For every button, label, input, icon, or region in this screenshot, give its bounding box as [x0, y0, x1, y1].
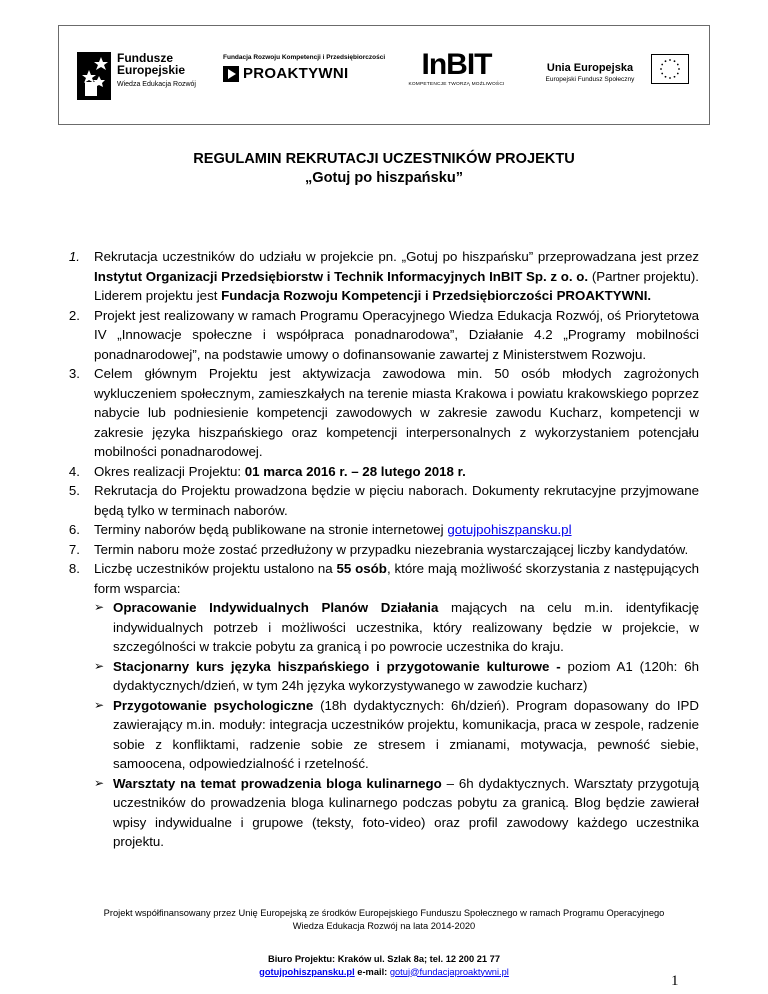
form-text: – 6h dydaktycznych. Warsztaty przygotują uczestników do prowadzenia bloga kulinarnego podczas pobytu za granicą. Blog będzie zawierał wpisy indywidualne i grupowe (teksty, foto-video) oraz profil zawodowy każdego uczestnika projektu. [113, 775, 699, 849]
office-info: Biuro Projektu: Kraków ul. Szlak 8a; tel. 12 200 21 77 [267, 954, 500, 964]
list-item [58, 247, 699, 306]
footer-website-link[interactable]: gotujpohiszpansku.pl [259, 966, 355, 977]
proaktywni-name: PROAKTYWNI [243, 65, 349, 82]
proaktywni-subtitle: Fundacja Rozwoju Kompetencji i Przedsiębiorczości [223, 54, 386, 61]
regulations-body [58, 247, 699, 852]
arrow-bullet-icon: ➢ [94, 658, 105, 673]
support-form-item [94, 598, 699, 657]
item-text: Rekrutacja do Projektu prowadzona będzie w pięciu naborach. Dokumenty rekrutacyjne przyjmowane będą tylko w terminach naborów. [94, 483, 699, 518]
item-number: 8. [68, 561, 80, 576]
arrow-bullet-icon: ➢ [94, 697, 105, 712]
fe-line-2: Europejskie [117, 63, 186, 77]
item-number: 7. [68, 541, 80, 557]
item-number: 1. [68, 249, 80, 264]
list-item [58, 306, 699, 365]
arrow-bullet-icon: ➢ [94, 600, 105, 614]
form-text: poziom A1 (120h: 6h dydaktycznych/dzień, w tym 24h języka wykorzystywanego w zawodzie kucharz) [113, 658, 699, 693]
title-line-1: REGULAMIN REKRUTACJI UCZESTNIKÓW PROJEKTU [193, 151, 575, 167]
item-number: 5. [68, 483, 80, 498]
item-bold: Instytut Organizacji Przedsiębiorstw i Technik Informacyjnych InBIT Sp. z o. o. [94, 268, 589, 284]
item-text: , które mają możliwość skorzystania z następujących form wsparcia: [94, 561, 700, 596]
header-logos [58, 25, 710, 125]
regulations-list [58, 247, 699, 852]
support-form-item [94, 657, 699, 696]
form-title: Stacjonarny kurs języka hiszpańskiego i przygotowanie kulturowe - [113, 658, 561, 674]
inbit-logo [404, 48, 509, 108]
inbit-tagline: KOMPETENCJE TWORZĄ MOŻLIWOŚCI [408, 82, 505, 87]
footer-line-2: Wiedza Edukacja Rozwój na lata 2014-2020 [292, 920, 476, 931]
support-form-item [94, 774, 699, 852]
form-title: Warsztaty na temat prowadzenia bloga kulinarnego [113, 775, 442, 791]
fundusze-europejskie-logo [77, 46, 212, 106]
email-link[interactable]: gotuj@fundacjaproaktywni.pl [389, 966, 509, 977]
item-number: 4. [68, 463, 80, 479]
form-title: Opracowanie Indywidualnych Planów Działania [113, 600, 439, 615]
item-text: Okres realizacji Projektu: [94, 463, 245, 479]
item-number: 2. [68, 307, 80, 323]
list-item [58, 364, 699, 462]
website-link[interactable]: gotujpohiszpansku.pl [447, 522, 572, 537]
item-bold: Fundacja Rozwoju Kompetencji i Przedsiębiorczości PROAKTYWNI. [221, 288, 652, 303]
item-number: 6. [68, 522, 80, 537]
ue-line-2: Europejski Fundusz Społeczny [545, 76, 635, 83]
form-title: Przygotowanie psychologiczne [113, 697, 314, 713]
ue-line-1: Unia Europejska [546, 62, 634, 74]
item-text: Celem głównym Projektu jest aktywizacja zawodowa min. 50 osób młodych zagrożonych wykluczeniem społecznym, zamieszkałych na terenie miasta Krakowa i powiatu krakowskiego poprzez nabycie lub podniesienie kompetencji zawodowych w zakresie zawodu Kucharz, kompetencji w zakresie języka hiszpańskiego oraz kompetencji interpersonalnych z wykorzystaniem potencjału mobilności ponadnarodowej. [94, 366, 699, 459]
list-item [58, 540, 699, 560]
form-text: mających na celu m.in. identyfikację indywidualnych potrzeb i możliwości uczestnika, który realizowany będzie w projekcie, w szczególności w trakcie pobytu za granicą i po powrocie uczestnika do kraju. [113, 600, 699, 654]
item-text: Terminy naborów będą publikowane na stronie internetowej [94, 522, 448, 537]
item-bold: 55 osób [336, 561, 387, 576]
contact-footer [0, 953, 768, 978]
footer-line-1: Projekt współfinansowany przez Unię Europejską ze środków Europejskiego Funduszu Społecznego w ramach Programu Operacyjnego [103, 908, 665, 918]
list-item [58, 481, 699, 520]
support-forms-list [94, 598, 699, 852]
document-title [0, 150, 768, 188]
list-item [58, 559, 699, 852]
arrow-bullet-icon: ➢ [94, 775, 105, 790]
eu-flag-icon [651, 54, 689, 84]
support-form-item [94, 696, 699, 774]
title-line-2: „Gotuj po hiszpańsku” [304, 170, 464, 186]
play-icon [223, 66, 239, 82]
form-text: (18h dydaktycznych: 6h/dzień). Program dopasowany do IPD zawierający m.in. moduły: integracja uczestników projektu, komunikacja, praca w zespole, radzenie sobie z konfliktami, radzenie sobie ze stresem i zmianami, motywacja, pewność siebie, samoocena, odpowiedzialność i rzetelność. [113, 697, 699, 771]
page-number: 1 [671, 973, 679, 989]
item-text: Liczbę uczestników projektu ustalono na [94, 561, 337, 576]
item-text: Rekrutacja uczestników do udziału w projekcie pn. „Gotuj po hiszpańsku” przeprowadzana jest przez [94, 249, 699, 264]
list-item [58, 520, 699, 540]
item-text: Termin naboru może zostać przedłużony w przypadku niezebrania wystarczającej liczby kandydatów. [94, 541, 689, 557]
list-item [58, 462, 699, 482]
item-bold: 01 marca 2016 r. – 28 lutego 2018 r. [244, 463, 466, 479]
item-text: (Partner projektu). Liderem projektu jest [94, 268, 699, 303]
fe-line-1: Fundusze [117, 51, 173, 65]
proaktywni-logo [223, 54, 386, 94]
item-number: 3. [68, 366, 80, 381]
fe-stars-icon [77, 52, 111, 100]
item-text: Projekt jest realizowany w ramach Programu Operacyjnego Wiedza Edukacja Rozwój, oś Priorytetowa IV „Innowacje społeczne i współpraca ponadnarodowa”, Działanie 4.2 „Programy mobilności ponadnarodowej”, na podstawie umowy o dofinansowanie zawartej z Ministerstwem Rozwoju. [94, 307, 699, 362]
inbit-wordmark: InBIT [421, 48, 492, 81]
unia-europejska-logo [529, 54, 689, 94]
fe-line-3: Wiedza Edukacja Rozwój [117, 81, 196, 88]
email-label: e-mail: [354, 966, 390, 977]
cofinancing-note [0, 907, 768, 932]
